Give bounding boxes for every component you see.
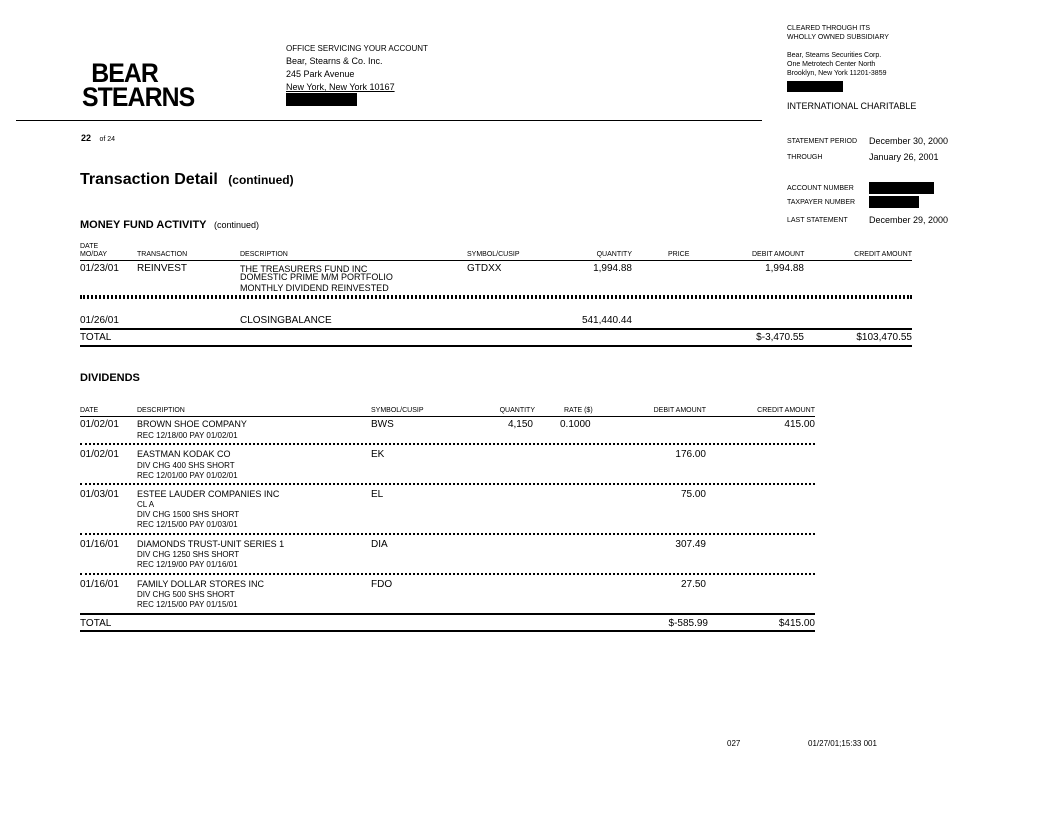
div-row-rate: 0.1000 bbox=[560, 419, 591, 430]
last-statement-label: LAST STATEMENT bbox=[787, 217, 848, 224]
money-fund-title: MONEY FUND ACTIVITY bbox=[80, 219, 207, 231]
money-fund-heading bbox=[80, 215, 259, 233]
div-row-sub: DIV CHG 500 SHS SHORT bbox=[137, 590, 235, 599]
mf-dotted-separator bbox=[80, 295, 912, 299]
div-row-symbol: FDO bbox=[371, 579, 393, 590]
clearing-address-2: Brooklyn, New York 11201-3859 bbox=[787, 70, 887, 77]
mf-closing-quantity: 541,440.44 bbox=[581, 315, 632, 326]
div-row-symbol: EK bbox=[371, 449, 385, 460]
redacted-account-number bbox=[869, 182, 934, 194]
office-heading: OFFICE SERVICING YOUR ACCOUNT bbox=[286, 44, 428, 53]
div-dotted-separator bbox=[80, 573, 815, 575]
div-row-date: 01/02/01 bbox=[80, 419, 119, 430]
mf-row-desc-1: THE TREASURERS FUND INC bbox=[240, 264, 368, 274]
redacted-block bbox=[286, 93, 357, 106]
office-city: New York, New York 10167 bbox=[286, 82, 395, 92]
mf-col-price: PRICE bbox=[668, 251, 690, 258]
clearing-corp: Bear, Stearns Securities Corp. bbox=[787, 52, 882, 59]
div-dotted-separator bbox=[80, 483, 815, 485]
div-row-desc: BROWN SHOE COMPANY bbox=[137, 419, 247, 429]
div-col-description: DESCRIPTION bbox=[137, 407, 185, 414]
div-total-credit: $415.00 bbox=[778, 618, 815, 629]
dividends-heading: DIVIDENDS bbox=[80, 372, 140, 384]
div-row-sub: REC 12/18/00 PAY 01/02/01 bbox=[137, 431, 238, 440]
div-col-symbol: SYMBOL/CUSIP bbox=[371, 407, 424, 414]
through-label: THROUGH bbox=[787, 154, 823, 161]
div-row-sub: DIV CHG 1250 SHS SHORT bbox=[137, 550, 240, 559]
div-row-symbol: BWS bbox=[371, 419, 394, 430]
div-row-sub: REC 12/19/00 PAY 01/16/01 bbox=[137, 560, 238, 569]
div-row-quantity: 4,150 bbox=[507, 419, 533, 430]
mf-col-symbol: SYMBOL/CUSIP bbox=[467, 251, 520, 258]
mf-total-rule-top bbox=[80, 328, 912, 330]
div-total-rule-bottom bbox=[80, 630, 815, 632]
div-header-rule bbox=[80, 416, 815, 417]
account-number-label: ACCOUNT NUMBER bbox=[787, 185, 854, 192]
mf-row-desc-3: MONTHLY DIVIDEND REINVESTED bbox=[240, 283, 389, 293]
div-total-debit: $-585.99 bbox=[668, 618, 708, 629]
page-number bbox=[81, 128, 115, 146]
mf-col-date: MO/DAY bbox=[80, 251, 108, 258]
mf-col-credit: CREDIT AMOUNT bbox=[854, 251, 912, 258]
div-row-desc: FAMILY DOLLAR STORES INC bbox=[137, 579, 265, 589]
div-row-date: 01/16/01 bbox=[80, 579, 119, 590]
mf-col-date-top: DATE bbox=[80, 243, 99, 250]
div-dotted-separator bbox=[80, 443, 815, 445]
div-col-date: DATE bbox=[80, 407, 99, 414]
div-total-rule-top bbox=[80, 613, 815, 615]
div-row-debit: 75.00 bbox=[680, 489, 706, 500]
mf-closing-desc: CLOSINGBALANCE bbox=[240, 315, 332, 326]
clearing-address-1: One Metrotech Center North bbox=[787, 61, 876, 68]
clearing-line-2: WHOLLY OWNED SUBSIDIARY bbox=[787, 34, 889, 41]
mf-row-date: 01/23/01 bbox=[80, 263, 119, 274]
footer-code: 027 bbox=[727, 739, 741, 748]
div-row-sub: DIV CHG 400 SHS SHORT bbox=[137, 461, 235, 470]
div-col-debit: DEBIT AMOUNT bbox=[653, 407, 706, 414]
mf-row-debit: 1,994.88 bbox=[765, 263, 804, 274]
div-row-sub: REC 12/15/00 PAY 01/03/01 bbox=[137, 520, 238, 529]
mf-total-label: TOTAL bbox=[80, 332, 112, 343]
taxpayer-number-label: TAXPAYER NUMBER bbox=[787, 199, 856, 206]
office-name: Bear, Stearns & Co. Inc. bbox=[286, 56, 383, 66]
div-row-desc: EASTMAN KODAK CO bbox=[137, 449, 231, 459]
div-row-sub: DIV CHG 1500 SHS SHORT bbox=[137, 510, 240, 519]
div-row-debit: 176.00 bbox=[675, 449, 706, 460]
div-row-symbol: DIA bbox=[371, 539, 388, 550]
title-sub: (continued) bbox=[228, 173, 294, 187]
page-current: 22 bbox=[81, 133, 92, 143]
last-statement-value: December 29, 2000 bbox=[869, 215, 949, 225]
header-rule bbox=[16, 120, 762, 121]
mf-col-transaction: TRANSACTION bbox=[137, 251, 188, 258]
mf-total-rule-bottom bbox=[80, 345, 912, 347]
mf-col-description: DESCRIPTION bbox=[240, 251, 288, 258]
mf-row-desc-2: DOMESTIC PRIME M/M PORTFOLIO bbox=[240, 272, 393, 282]
mf-closing-date: 01/26/01 bbox=[80, 315, 119, 326]
div-row-debit: 27.50 bbox=[680, 579, 706, 590]
div-row-sub: CL A bbox=[137, 500, 155, 509]
page-title bbox=[80, 171, 294, 189]
div-row-credit: 415.00 bbox=[784, 419, 815, 430]
div-row-date: 01/03/01 bbox=[80, 489, 119, 500]
footer-timestamp: 01/27/01;15:33 001 bbox=[808, 739, 877, 748]
mf-row-quantity: 1,994.88 bbox=[593, 263, 632, 274]
mf-total-credit: $103,470.55 bbox=[856, 332, 912, 343]
div-row-symbol: EL bbox=[371, 489, 384, 500]
bear-stearns-logo bbox=[82, 58, 195, 112]
div-dotted-separator bbox=[80, 533, 815, 535]
div-row-debit: 307.49 bbox=[675, 539, 706, 550]
mf-header-rule bbox=[80, 260, 912, 261]
div-row-sub: REC 12/15/00 PAY 01/15/01 bbox=[137, 600, 238, 609]
div-row-date: 01/16/01 bbox=[80, 539, 119, 550]
money-fund-sub: (continued) bbox=[213, 220, 259, 230]
div-col-credit: CREDIT AMOUNT bbox=[757, 407, 815, 414]
statement-period-value: December 30, 2000 bbox=[869, 136, 949, 146]
redacted-block bbox=[787, 81, 843, 92]
div-row-desc: ESTEE LAUDER COMPANIES INC bbox=[137, 489, 280, 499]
div-col-quantity: QUANTITY bbox=[499, 407, 535, 414]
mf-row-symbol: GTDXX bbox=[467, 263, 502, 274]
mf-col-quantity: QUANTITY bbox=[596, 251, 632, 258]
redacted-taxpayer-number bbox=[869, 196, 919, 208]
statement-period-label: STATEMENT PERIOD bbox=[787, 138, 858, 145]
div-row-desc: DIAMONDS TRUST-UNIT SERIES 1 bbox=[137, 539, 285, 549]
office-street: 245 Park Avenue bbox=[286, 69, 355, 79]
clearing-line-1: CLEARED THROUGH ITS bbox=[787, 25, 871, 32]
title-main: Transaction Detail bbox=[80, 171, 218, 188]
div-row-date: 01/02/01 bbox=[80, 449, 119, 460]
div-row-sub: REC 12/01/00 PAY 01/02/01 bbox=[137, 471, 238, 480]
through-value: January 26, 2001 bbox=[869, 152, 939, 162]
mf-col-debit: DEBIT AMOUNT bbox=[752, 251, 805, 258]
div-col-rate: RATE ($) bbox=[564, 407, 593, 414]
div-total-label: TOTAL bbox=[80, 618, 112, 629]
logo-line-2: STEARNS bbox=[82, 82, 195, 112]
logo-line-1: BEAR bbox=[91, 58, 158, 88]
page-total: of 24 bbox=[99, 136, 116, 143]
account-name: INTERNATIONAL CHARITABLE bbox=[787, 101, 917, 111]
mf-total-debit: $-3,470.55 bbox=[756, 332, 804, 343]
mf-row-transaction: REINVEST bbox=[137, 263, 188, 274]
